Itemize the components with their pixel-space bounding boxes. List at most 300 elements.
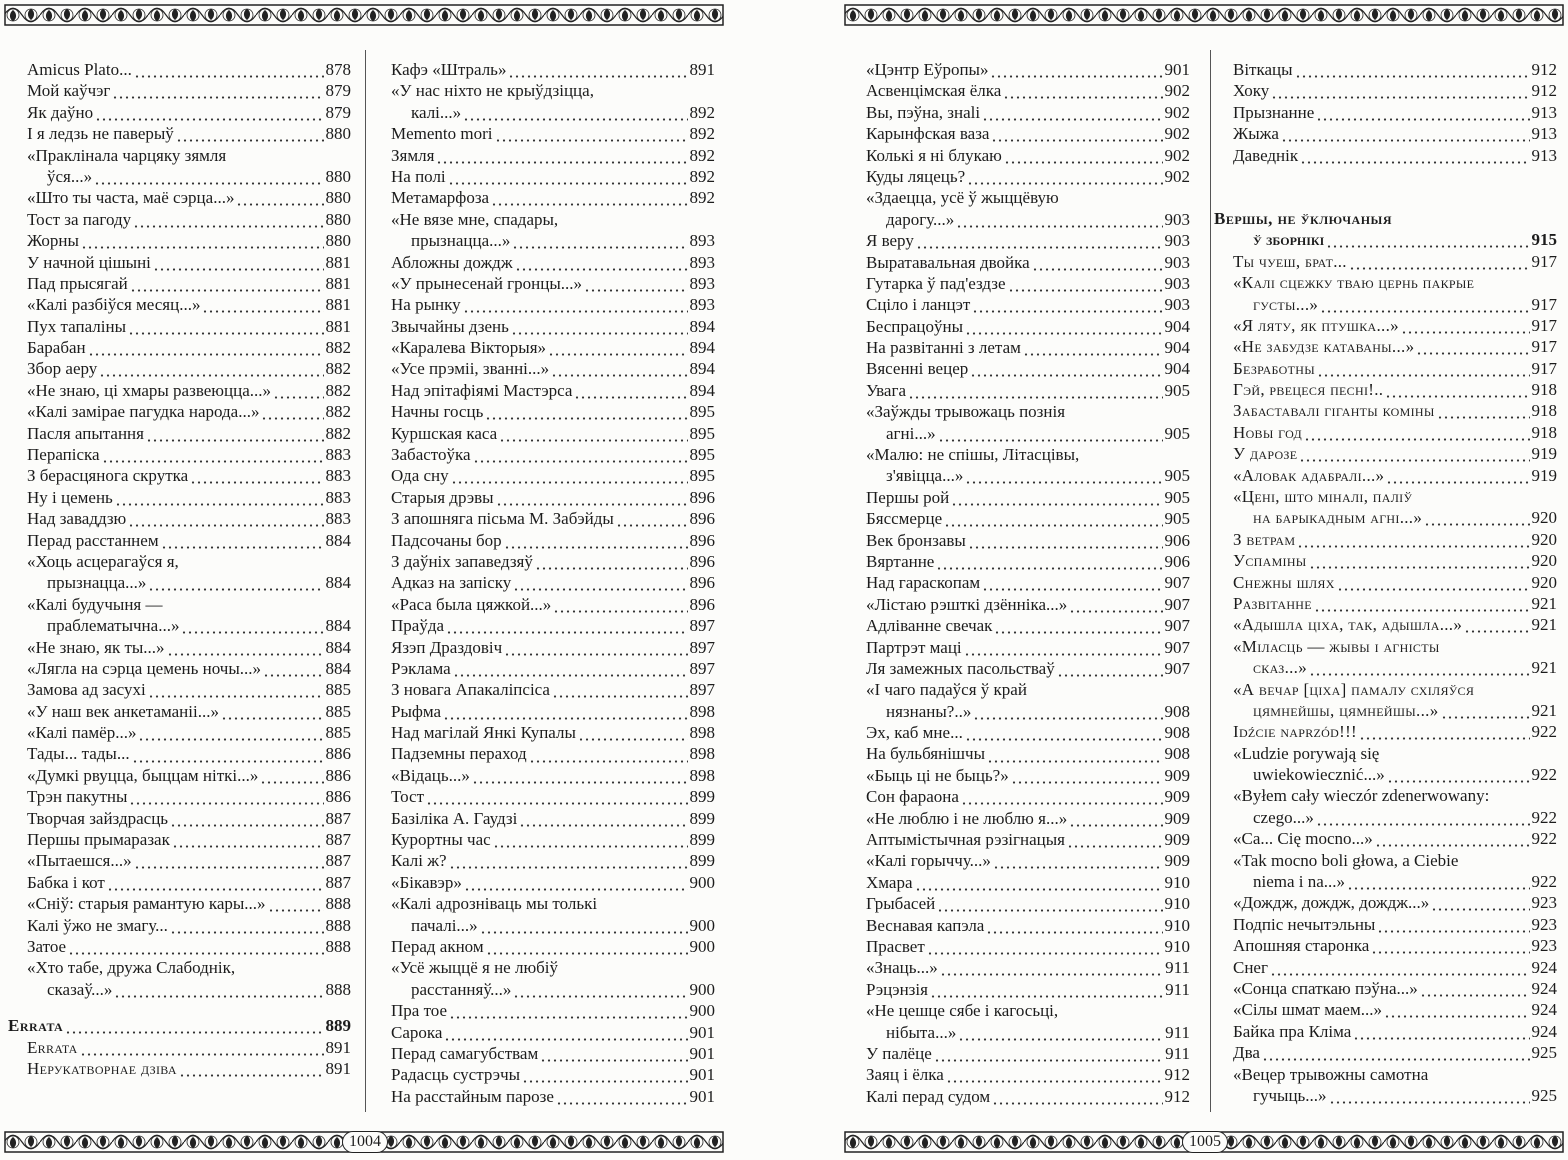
dot-leader bbox=[556, 1086, 688, 1107]
page-ref: 917 bbox=[1531, 358, 1557, 378]
entry-line bbox=[1233, 229, 1557, 250]
entry-title: «Каралева Вікторыя» bbox=[391, 338, 547, 358]
toc-entry bbox=[866, 594, 1190, 615]
entry-title: Тост за пагоду bbox=[27, 209, 132, 229]
ornamental-border-top bbox=[4, 4, 724, 26]
entry-line bbox=[866, 358, 1190, 379]
dot-leader bbox=[986, 915, 1162, 936]
dot-leader bbox=[1371, 935, 1529, 956]
page-ref: 891 bbox=[325, 1037, 351, 1057]
toc-entry bbox=[27, 102, 351, 123]
entry-line bbox=[27, 658, 351, 679]
page-ref: 883 bbox=[325, 445, 351, 465]
entry-title: Праўда bbox=[391, 616, 445, 636]
entry-title: Развітанне bbox=[1233, 593, 1312, 613]
entry-line bbox=[1233, 871, 1557, 892]
dot-leader bbox=[1297, 529, 1529, 550]
dot-leader bbox=[486, 936, 688, 957]
toc-entry bbox=[1233, 914, 1557, 935]
toc-entry bbox=[391, 572, 715, 593]
page-ref: 922 bbox=[1531, 765, 1557, 785]
entry-title: «І чаго падаўся ў край bbox=[866, 680, 1027, 700]
dot-leader bbox=[129, 786, 323, 807]
page-ref: 923 bbox=[1531, 914, 1557, 934]
toc-entry bbox=[27, 358, 351, 379]
toc-entry bbox=[1233, 59, 1557, 80]
entry-line bbox=[391, 722, 715, 743]
toc-entry bbox=[391, 358, 715, 379]
dot-leader bbox=[1295, 59, 1530, 80]
entry-line bbox=[27, 508, 351, 529]
entry-line bbox=[27, 679, 351, 700]
page-ref: 920 bbox=[1531, 572, 1557, 592]
dot-leader bbox=[138, 722, 323, 743]
entry-title: Рэцэнзія bbox=[866, 979, 928, 999]
entry-title-line bbox=[1233, 486, 1557, 507]
page-ref: 896 bbox=[689, 509, 715, 529]
toc-entry bbox=[27, 744, 351, 765]
page-ref: 913 bbox=[1531, 102, 1557, 122]
entry-title: Беспрацоўны bbox=[866, 316, 964, 336]
entry-title: Радасць сустрэчы bbox=[391, 1065, 521, 1085]
toc-entry bbox=[27, 487, 351, 508]
entry-title: «Раса была цяжкой...» bbox=[391, 594, 552, 614]
page-ref: 909 bbox=[1164, 830, 1190, 850]
page-ref: 924 bbox=[1531, 979, 1557, 998]
toc-entry bbox=[866, 59, 1190, 80]
entry-title: «Знаць...» bbox=[866, 958, 938, 978]
entry-title: Над эпітафіямі Мастэрса bbox=[391, 380, 573, 400]
toc-entry bbox=[27, 915, 351, 936]
entry-line bbox=[27, 166, 351, 187]
entry-title: «У прынесенай гронцы...» bbox=[391, 273, 583, 293]
dot-leader bbox=[994, 615, 1162, 636]
page-ref: 909 bbox=[1164, 808, 1190, 828]
entry-title: Аптымістычная рэзігнацыя bbox=[866, 830, 1065, 850]
toc-entry bbox=[27, 401, 351, 422]
page-ref: 904 bbox=[1164, 316, 1190, 336]
page-ref: 903 bbox=[1164, 209, 1190, 229]
dot-leader bbox=[1464, 614, 1529, 635]
entry-line bbox=[866, 80, 1190, 101]
dot-leader bbox=[1304, 422, 1530, 443]
entry-line bbox=[391, 252, 715, 273]
entry-title: «Не вязе мне, спадары, bbox=[391, 209, 559, 229]
entry-line bbox=[1233, 145, 1557, 166]
page-ref: 921 bbox=[1531, 593, 1557, 613]
entry-line bbox=[27, 808, 351, 829]
entry-title: Заяц і ёлка bbox=[866, 1065, 944, 1085]
toc-entry bbox=[391, 508, 715, 529]
page-ref: 904 bbox=[1164, 359, 1190, 379]
page-ref: 915 bbox=[1531, 230, 1557, 250]
page-ref: 918 bbox=[1531, 401, 1557, 421]
entry-line bbox=[391, 423, 715, 444]
dot-leader bbox=[170, 915, 324, 936]
page-ref: 911 bbox=[1165, 979, 1190, 999]
dot-leader bbox=[170, 808, 323, 829]
page-ref: 898 bbox=[689, 723, 715, 743]
entry-title-line bbox=[391, 893, 715, 914]
toc-entry bbox=[1233, 679, 1557, 722]
page-ref: 905 bbox=[1164, 509, 1190, 529]
entry-title-continued: ў зборнікі bbox=[1253, 230, 1325, 250]
entry-line bbox=[27, 765, 351, 786]
entry-line bbox=[1233, 999, 1557, 1020]
dot-leader bbox=[1270, 957, 1530, 978]
entry-line bbox=[391, 850, 715, 871]
dot-leader bbox=[513, 979, 687, 1000]
page-ref: 893 bbox=[689, 273, 715, 293]
dot-leader bbox=[965, 722, 1163, 743]
page-ref: 896 bbox=[689, 594, 715, 614]
entry-title-continued: niema i na...» bbox=[1253, 872, 1346, 892]
entry-title-continued: калі...» bbox=[411, 102, 462, 122]
page-ref: 921 bbox=[1531, 700, 1557, 720]
entry-title: Пух тапаліны bbox=[27, 316, 127, 336]
page-ref: 898 bbox=[689, 701, 715, 721]
toc-entry bbox=[866, 508, 1190, 529]
entry-line bbox=[866, 594, 1190, 615]
page-ref: 882 bbox=[325, 380, 351, 400]
toc-entry bbox=[1233, 80, 1557, 101]
dot-leader bbox=[181, 615, 323, 636]
entry-line bbox=[27, 358, 351, 379]
toc-entry bbox=[391, 722, 715, 743]
entry-title-line bbox=[866, 401, 1190, 422]
entry-line bbox=[866, 850, 1190, 871]
dot-leader bbox=[1316, 807, 1530, 828]
toc-entry bbox=[27, 658, 351, 679]
entry-line bbox=[27, 615, 351, 636]
toc-entry bbox=[391, 166, 715, 187]
page-ref: 881 bbox=[325, 295, 351, 315]
entry-line bbox=[27, 273, 351, 294]
entry-title: Першы прымаразак bbox=[27, 830, 170, 850]
dot-leader bbox=[1375, 828, 1530, 849]
entry-title: Два bbox=[1233, 1043, 1260, 1063]
entry-line bbox=[391, 401, 715, 422]
dot-leader bbox=[961, 786, 1163, 807]
page-ref: 898 bbox=[689, 744, 715, 764]
toc-entry bbox=[866, 358, 1190, 379]
entry-title-continued: праблематычна...» bbox=[47, 616, 180, 636]
page-ref: 921 bbox=[1531, 615, 1557, 635]
entry-line bbox=[866, 1043, 1190, 1064]
dot-leader bbox=[1377, 914, 1529, 935]
entry-title: «Не забудзе катаваны...» bbox=[1233, 337, 1415, 357]
page-ref: 917 bbox=[1531, 337, 1557, 357]
entry-title: З даўніх запаведзяў bbox=[391, 551, 533, 571]
entry-title: «Бікавэр» bbox=[391, 872, 462, 892]
entry-line bbox=[27, 187, 351, 208]
entry-title-continued: з'явіцца...» bbox=[886, 466, 964, 486]
dot-leader bbox=[992, 1086, 1162, 1107]
entry-title: Забастоўка bbox=[391, 445, 471, 465]
page-ref: 896 bbox=[689, 487, 715, 507]
entry-line bbox=[391, 936, 715, 957]
dot-leader bbox=[236, 187, 323, 208]
entry-line bbox=[391, 337, 715, 358]
dot-leader bbox=[268, 893, 324, 914]
toc-entry bbox=[391, 401, 715, 422]
dot-leader bbox=[908, 380, 1163, 401]
dot-leader bbox=[446, 615, 687, 636]
entry-title-line bbox=[391, 957, 715, 978]
page-ref: 892 bbox=[689, 166, 715, 186]
dot-leader bbox=[202, 294, 323, 315]
toc-entry bbox=[27, 637, 351, 658]
page-ref: 908 bbox=[1164, 744, 1190, 764]
entry-line bbox=[27, 80, 351, 101]
entry-title-line bbox=[1233, 850, 1557, 871]
dot-leader bbox=[443, 701, 687, 722]
toc-entry bbox=[866, 294, 1190, 315]
entry-line bbox=[866, 530, 1190, 551]
dot-leader bbox=[982, 102, 1162, 123]
entry-title: Байка пра Кліма bbox=[1233, 1021, 1352, 1041]
entry-title: Апошняя старонка bbox=[1233, 936, 1370, 956]
dot-leader bbox=[179, 1058, 324, 1079]
toc-entry bbox=[27, 765, 351, 786]
page-ref: 899 bbox=[689, 830, 715, 850]
entry-title: Кафэ «Штраль» bbox=[391, 59, 507, 79]
page-ref: 910 bbox=[1164, 937, 1190, 956]
dot-leader bbox=[1317, 358, 1530, 379]
page-ref: 884 bbox=[325, 637, 351, 657]
entry-title-line bbox=[866, 444, 1190, 465]
entry-line bbox=[391, 59, 715, 80]
entry-line bbox=[866, 337, 1190, 358]
entry-title: Idźcie naprzód!!! bbox=[1233, 722, 1357, 742]
toc-entry bbox=[391, 444, 715, 465]
entry-title: Перад расстаннем bbox=[27, 530, 159, 550]
entry-line bbox=[391, 979, 715, 1000]
dot-leader bbox=[504, 637, 687, 658]
entry-title: Адказ на запіску bbox=[391, 573, 512, 593]
dot-leader bbox=[529, 744, 688, 765]
dot-leader bbox=[965, 316, 1162, 337]
dot-leader bbox=[1385, 379, 1529, 400]
entry-title-continued: сказаў...» bbox=[47, 979, 113, 999]
entry-title: Успаміны bbox=[1233, 551, 1307, 571]
entry-line bbox=[866, 102, 1190, 123]
entry-title-line bbox=[27, 551, 351, 572]
entry-line bbox=[391, 872, 715, 893]
page-ref: 900 bbox=[689, 1001, 715, 1021]
toc-entry bbox=[866, 872, 1190, 893]
dot-leader bbox=[956, 209, 1162, 230]
entry-title: Ну і цемень bbox=[27, 487, 113, 507]
entry-title: «Думкі рвуцца, быццам ніткі...» bbox=[27, 765, 259, 785]
entry-title-continued: гучыць...» bbox=[1253, 1085, 1327, 1105]
page-ref: 907 bbox=[1164, 594, 1190, 614]
page-ref: 892 bbox=[689, 124, 715, 144]
toc-entry bbox=[866, 850, 1190, 871]
page-ref: 898 bbox=[689, 765, 715, 785]
toc-entry bbox=[391, 80, 715, 123]
dot-leader bbox=[134, 850, 324, 871]
dot-leader bbox=[260, 765, 323, 786]
entry-title-continued: ўся...» bbox=[47, 166, 93, 186]
dot-leader bbox=[964, 637, 1163, 658]
dot-leader bbox=[1057, 658, 1163, 679]
toc-entry bbox=[1233, 251, 1557, 272]
toc-entry bbox=[27, 145, 351, 188]
entry-title: Пра тое bbox=[391, 1001, 448, 1021]
page-ref: 896 bbox=[689, 530, 715, 550]
toc-entry bbox=[391, 786, 715, 807]
dot-leader bbox=[519, 808, 687, 829]
toc-entry bbox=[1233, 443, 1557, 464]
toc-entry bbox=[27, 209, 351, 230]
entry-title-continued: цямнейшы, цямнейшы...» bbox=[1253, 700, 1439, 720]
entry-title: Абложны дождж bbox=[391, 252, 513, 272]
entry-line bbox=[27, 230, 351, 251]
toc-entry bbox=[866, 957, 1190, 978]
entry-line bbox=[1233, 1042, 1557, 1063]
entry-line bbox=[866, 1022, 1190, 1043]
entry-title: «Пытаешся...» bbox=[27, 851, 132, 871]
page-ref: 895 bbox=[689, 402, 715, 422]
entry-title-continued: нібыта...» bbox=[886, 1022, 957, 1042]
page-ref: 880 bbox=[325, 209, 351, 229]
dot-leader bbox=[1067, 829, 1163, 850]
entry-line bbox=[27, 893, 351, 914]
entry-title: Карынфская ваза bbox=[866, 124, 990, 144]
toc-entry bbox=[27, 273, 351, 294]
entry-title: З ветрам bbox=[1233, 529, 1296, 549]
page-ref: 909 bbox=[1164, 765, 1190, 785]
page-ref: 895 bbox=[689, 466, 715, 486]
toc-entry bbox=[27, 893, 351, 914]
toc-entry bbox=[866, 572, 1190, 593]
dot-leader bbox=[65, 1015, 323, 1036]
entry-line bbox=[27, 872, 351, 893]
dot-leader bbox=[1337, 572, 1530, 593]
entry-title: З берасцянога скрутка bbox=[27, 466, 189, 486]
page-ref: 925 bbox=[1531, 1043, 1557, 1063]
entry-line bbox=[391, 615, 715, 636]
toc-entry bbox=[391, 316, 715, 337]
toc-entry bbox=[27, 808, 351, 829]
entry-title-line bbox=[866, 1000, 1190, 1021]
dot-leader bbox=[958, 1022, 1163, 1043]
entry-line bbox=[27, 572, 351, 593]
entry-title-line bbox=[27, 145, 351, 166]
entry-line bbox=[391, 380, 715, 401]
page-ref: 888 bbox=[325, 937, 351, 956]
page-ref: 904 bbox=[1164, 338, 1190, 358]
entry-title-line bbox=[1233, 272, 1557, 293]
entry-line bbox=[866, 872, 1190, 893]
dot-leader bbox=[951, 487, 1162, 508]
entry-title: «Аловак адабралі...» bbox=[1233, 465, 1385, 485]
page-ref: 894 bbox=[689, 359, 715, 379]
entry-title: Жорны bbox=[27, 231, 79, 251]
entry-line bbox=[27, 915, 351, 936]
dot-leader bbox=[551, 358, 687, 379]
toc-entry bbox=[27, 872, 351, 893]
toc-entry bbox=[866, 166, 1190, 187]
page-ref: 919 bbox=[1531, 444, 1557, 464]
entry-title: На полі bbox=[391, 166, 446, 186]
entry-title: І я ледзь не паверыў bbox=[27, 124, 174, 144]
toc-entry bbox=[391, 145, 715, 166]
entry-line bbox=[866, 936, 1190, 957]
dot-leader bbox=[473, 444, 688, 465]
toc-entry bbox=[866, 337, 1190, 358]
dot-leader bbox=[491, 187, 687, 208]
dot-leader bbox=[453, 658, 688, 679]
entry-title: Мой каўчэг bbox=[27, 81, 111, 101]
entry-line bbox=[866, 551, 1190, 572]
entry-line bbox=[391, 230, 715, 251]
toc-entry bbox=[866, 658, 1190, 679]
toc-entry bbox=[391, 209, 715, 252]
dot-leader bbox=[946, 1064, 1163, 1085]
entry-title: На бульбянішчы bbox=[866, 744, 985, 764]
toc-entry bbox=[27, 850, 351, 871]
entry-line bbox=[27, 380, 351, 401]
dot-leader bbox=[965, 465, 1162, 486]
page-ref: 887 bbox=[325, 872, 351, 892]
entry-title: Хоку bbox=[1233, 81, 1270, 101]
toc-entry bbox=[391, 380, 715, 401]
toc-entry bbox=[1233, 1042, 1557, 1063]
dot-leader bbox=[1424, 507, 1529, 528]
toc-entry bbox=[1233, 102, 1557, 123]
entry-title: Подпіс нечытэльны bbox=[1233, 914, 1376, 934]
toc-entry bbox=[391, 744, 715, 765]
toc-entry bbox=[866, 979, 1190, 1000]
entry-title: Адліванне свечак bbox=[866, 616, 993, 636]
toc-entry bbox=[391, 252, 715, 273]
dot-leader bbox=[1316, 102, 1529, 123]
page-ref: 910 bbox=[1164, 872, 1190, 892]
toc-entry bbox=[866, 273, 1190, 294]
entry-line bbox=[1233, 400, 1557, 421]
dot-leader bbox=[463, 102, 687, 123]
entry-title: Безработны bbox=[1233, 358, 1315, 378]
page-ref: 900 bbox=[689, 937, 715, 956]
entry-title: «Усё жыццё я не любіў bbox=[391, 958, 559, 978]
dot-leader bbox=[448, 166, 688, 187]
dot-leader bbox=[512, 230, 687, 251]
toc-entry bbox=[391, 423, 715, 444]
entry-line bbox=[866, 423, 1190, 444]
page-ref: 895 bbox=[689, 423, 715, 443]
dot-leader bbox=[1069, 808, 1162, 829]
dot-leader bbox=[1353, 1021, 1529, 1042]
entry-title: Рэклама bbox=[391, 658, 451, 678]
toc-entry bbox=[391, 487, 715, 508]
dot-leader bbox=[451, 465, 688, 486]
toc-entry bbox=[866, 1086, 1190, 1107]
entry-title: Бяссмерце bbox=[866, 509, 943, 529]
toc-entry bbox=[27, 679, 351, 700]
entry-line bbox=[27, 744, 351, 765]
page-ref: 900 bbox=[689, 872, 715, 892]
dot-leader bbox=[553, 594, 687, 615]
dot-leader bbox=[1011, 765, 1163, 786]
entry-line bbox=[391, 487, 715, 508]
page-ref: 899 bbox=[689, 787, 715, 807]
entry-title-continued: расстанняў...» bbox=[411, 979, 512, 999]
page-ref: 894 bbox=[689, 316, 715, 336]
entry-line bbox=[866, 465, 1190, 486]
entry-title-line bbox=[1233, 743, 1557, 764]
